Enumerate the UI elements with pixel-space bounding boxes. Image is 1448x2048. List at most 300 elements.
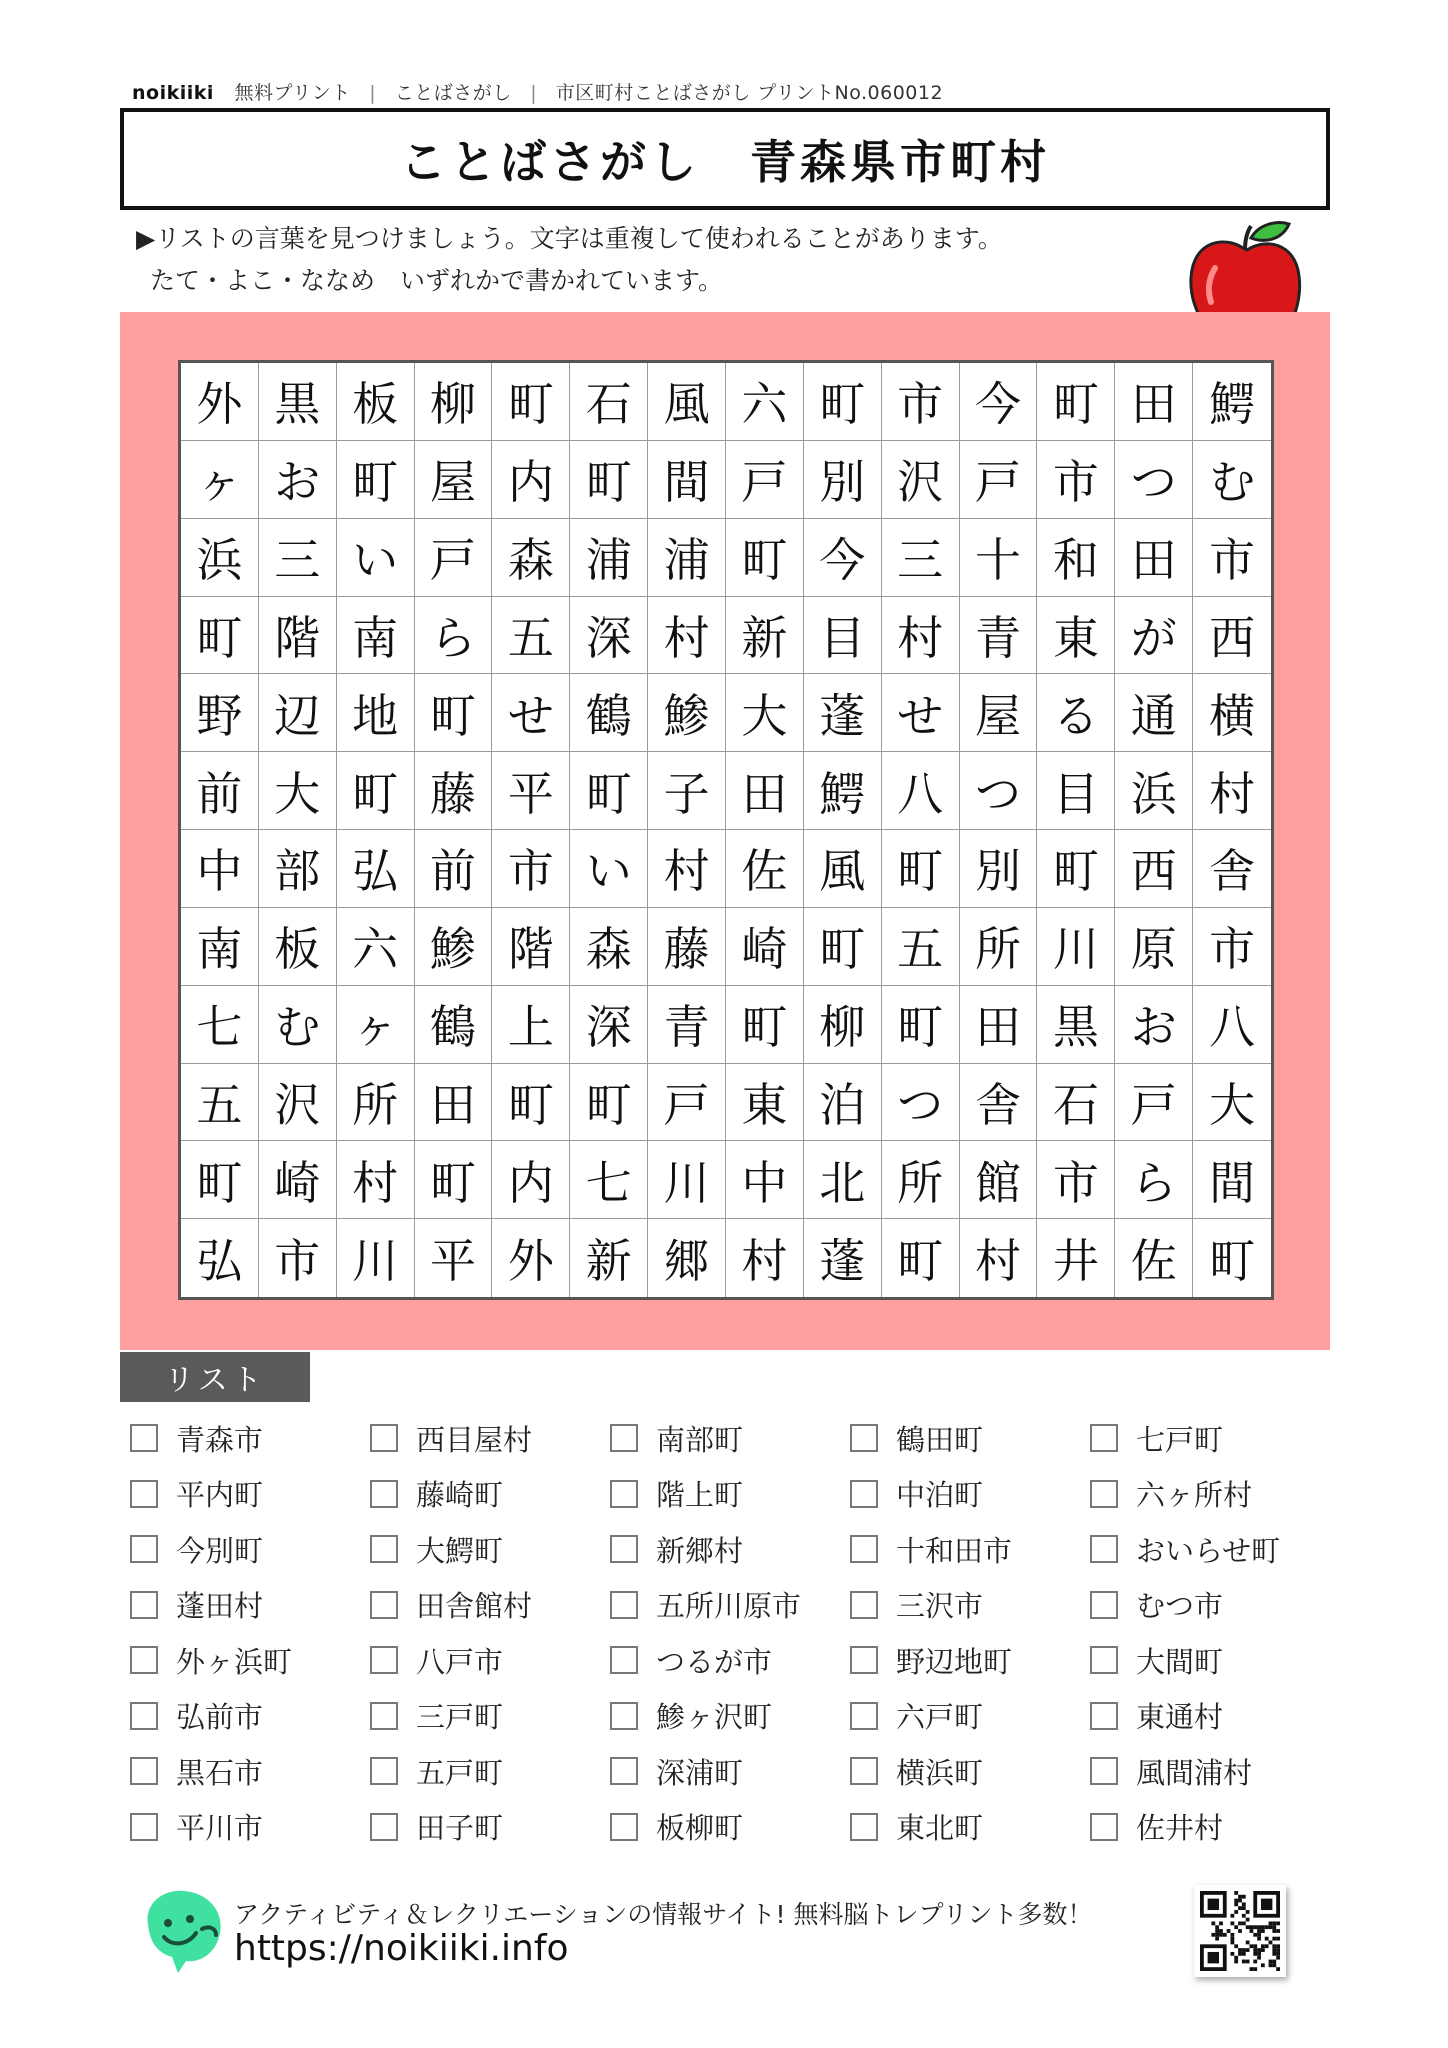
grid-cell[interactable]: 黒 xyxy=(1037,986,1115,1064)
checkbox[interactable] xyxy=(850,1757,878,1785)
list-item-label: おいらせ町 xyxy=(1136,1533,1281,1568)
grid-cell[interactable]: ら xyxy=(415,597,493,675)
grid-cell[interactable]: 七 xyxy=(570,1141,648,1219)
grid-cell[interactable]: 沢 xyxy=(882,441,960,519)
grid-cell[interactable]: 深 xyxy=(570,986,648,1064)
grid-cell[interactable]: 崎 xyxy=(259,1141,337,1219)
grid-cell[interactable]: 野 xyxy=(181,674,259,752)
grid-cell[interactable]: 市 xyxy=(259,1219,337,1297)
grid-cell[interactable]: 町 xyxy=(804,363,882,441)
list-item-label: 大間町 xyxy=(1136,1644,1224,1679)
list-item[interactable] xyxy=(850,1696,983,1736)
list-item[interactable] xyxy=(1090,1418,1223,1458)
grid-cell[interactable]: る xyxy=(1037,674,1115,752)
grid-cell[interactable]: 市 xyxy=(1193,908,1271,986)
grid-cell[interactable]: 町 xyxy=(882,830,960,908)
grid-cell[interactable]: い xyxy=(337,519,415,597)
grid-cell[interactable]: 蓬 xyxy=(804,1219,882,1297)
list-item-label: 野辺地町 xyxy=(896,1644,1013,1679)
checkbox[interactable] xyxy=(610,1813,638,1841)
grid-cell[interactable]: 大 xyxy=(259,752,337,830)
grid-cell[interactable]: 西 xyxy=(1115,830,1193,908)
list-item[interactable] xyxy=(850,1585,983,1625)
grid-cell[interactable]: 町 xyxy=(804,908,882,986)
grid-cell[interactable]: 新 xyxy=(726,597,804,675)
checkbox[interactable] xyxy=(130,1424,158,1452)
grid-cell[interactable]: 西 xyxy=(1193,597,1271,675)
grid-cell[interactable]: 十 xyxy=(960,519,1038,597)
grid-cell[interactable]: 鶴 xyxy=(415,986,493,1064)
grid-cell[interactable]: 浦 xyxy=(570,519,648,597)
checkbox[interactable] xyxy=(370,1646,398,1674)
grid-cell[interactable]: 鯵 xyxy=(415,908,493,986)
list-item[interactable] xyxy=(370,1807,503,1847)
list-item-label: むつ市 xyxy=(1136,1589,1224,1623)
grid-cell[interactable]: 川 xyxy=(337,1219,415,1297)
grid-cell[interactable]: 柳 xyxy=(804,986,882,1064)
grid-cell[interactable]: 原 xyxy=(1115,908,1193,986)
grid-cell[interactable]: 田 xyxy=(726,752,804,830)
list-item-label: 外ヶ浜町 xyxy=(176,1644,293,1679)
list-item-label: 大鰐町 xyxy=(416,1533,504,1568)
grid-cell[interactable]: 町 xyxy=(1209,1234,1256,1289)
grid-cell[interactable]: 森 xyxy=(492,519,570,597)
grid-cell[interactable]: 井 xyxy=(1037,1219,1115,1297)
grid-cell[interactable]: 藤 xyxy=(415,752,493,830)
checkbox[interactable] xyxy=(370,1591,398,1619)
grid-cell[interactable]: 町 xyxy=(337,752,415,830)
grid-cell[interactable]: 大 xyxy=(726,674,804,752)
grid-cell[interactable]: 外 xyxy=(492,1219,570,1297)
grid-cell[interactable]: 地 xyxy=(337,674,415,752)
list-item[interactable] xyxy=(850,1751,983,1791)
grid-cell[interactable]: 屋 xyxy=(415,441,493,519)
checkbox[interactable] xyxy=(130,1591,158,1619)
page-title: ことばさがし 青森県市町村 xyxy=(400,135,1050,189)
list-item-label: 六ヶ所村 xyxy=(1136,1478,1253,1512)
list-item[interactable] xyxy=(610,1751,743,1791)
list-item[interactable] xyxy=(850,1418,983,1458)
checkbox[interactable] xyxy=(370,1424,398,1452)
grid-cell[interactable]: 大 xyxy=(1193,1064,1271,1142)
checkbox[interactable] xyxy=(1090,1757,1118,1785)
grid-cell[interactable]: 町 xyxy=(1037,363,1115,441)
checkbox[interactable] xyxy=(370,1480,398,1508)
list-item[interactable] xyxy=(850,1640,1012,1680)
list-item-label: 横浜町 xyxy=(896,1755,984,1790)
grid-cell[interactable]: 村 xyxy=(1193,752,1271,830)
grid-cell[interactable]: 内 xyxy=(492,441,570,519)
list-item[interactable] xyxy=(1090,1696,1223,1736)
grid-cell[interactable]: 佐 xyxy=(1115,1219,1193,1297)
list-item-label: 五所川原市 xyxy=(656,1589,802,1623)
checkbox[interactable] xyxy=(1090,1591,1118,1619)
grid-cell[interactable]: 田 xyxy=(1115,363,1193,441)
checkbox[interactable] xyxy=(850,1591,878,1619)
checkbox[interactable] xyxy=(130,1702,158,1730)
grid-cell[interactable]: 東 xyxy=(1037,597,1115,675)
grid-cell[interactable]: 南 xyxy=(337,597,415,675)
grid-cell[interactable]: 田 xyxy=(1115,519,1193,597)
grid-cell[interactable]: 階 xyxy=(259,597,337,675)
grid-cell[interactable]: 南 xyxy=(181,908,259,986)
list-item[interactable] xyxy=(370,1696,503,1736)
list-item[interactable] xyxy=(610,1529,743,1569)
list-item[interactable] xyxy=(1090,1751,1252,1791)
list-item-label: 三沢市 xyxy=(896,1589,984,1623)
grid-cell[interactable]: 今 xyxy=(804,519,882,597)
grid-cell[interactable]: 八 xyxy=(882,752,960,830)
list-item[interactable] xyxy=(850,1529,1012,1569)
checkbox[interactable] xyxy=(130,1813,158,1841)
grid-cell[interactable]: が xyxy=(1115,597,1193,675)
grid-cell[interactable]: 間 xyxy=(648,441,726,519)
grid-cell[interactable]: 町 xyxy=(882,986,960,1064)
checkbox[interactable] xyxy=(610,1535,638,1563)
checkbox[interactable] xyxy=(610,1480,638,1508)
list-item[interactable] xyxy=(130,1751,263,1791)
grid-cell[interactable]: 平 xyxy=(492,752,570,830)
list-item-label: 佐井村 xyxy=(1136,1811,1224,1845)
grid-cell[interactable]: 階 xyxy=(492,908,570,986)
grid-cell[interactable]: 村 xyxy=(960,1219,1038,1297)
grid-cell[interactable]: い xyxy=(570,830,648,908)
grid-cell[interactable]: 佐 xyxy=(726,830,804,908)
grid-cell[interactable]: 横 xyxy=(1193,674,1271,752)
grid-cell[interactable]: 今 xyxy=(960,363,1038,441)
grid-cell[interactable]: 館 xyxy=(960,1141,1038,1219)
grid-cell[interactable]: 目 xyxy=(1037,752,1115,830)
grid-cell[interactable]: 間 xyxy=(1193,1141,1271,1219)
grid-cell[interactable]: 町 xyxy=(415,674,493,752)
list-item-label: 七戸町 xyxy=(1136,1422,1224,1457)
checkbox[interactable] xyxy=(610,1591,638,1619)
checkbox[interactable] xyxy=(610,1757,638,1785)
grid-cell[interactable]: つ xyxy=(960,752,1038,830)
grid-cell[interactable]: せ xyxy=(882,674,960,752)
grid-cell[interactable]: 五 xyxy=(181,1064,259,1142)
checkbox[interactable] xyxy=(850,1480,878,1508)
checkbox[interactable] xyxy=(370,1535,398,1563)
grid-cell[interactable]: 森 xyxy=(570,908,648,986)
grid-cell[interactable]: 田 xyxy=(415,1064,493,1142)
header-breadcrumb: noikiiki 無料プリント | ことばさがし | 市区町村ことばさがし プリントNo.060012 xyxy=(132,82,944,104)
grid-cell[interactable]: 崎 xyxy=(726,908,804,986)
list-item-label: 新郷村 xyxy=(656,1533,744,1568)
list-item[interactable] xyxy=(130,1807,263,1847)
grid-cell[interactable]: 川 xyxy=(648,1141,726,1219)
list-item-label: 八戸市 xyxy=(416,1644,504,1679)
grid-cell[interactable]: つ xyxy=(1115,441,1193,519)
list-item[interactable] xyxy=(610,1474,743,1514)
list-item[interactable] xyxy=(130,1474,263,1514)
grid-cell[interactable]: 弘 xyxy=(181,1219,259,1297)
grid-cell[interactable]: 六 xyxy=(337,908,415,986)
grid-cell[interactable]: 町 xyxy=(337,441,415,519)
grid-cell[interactable]: 部 xyxy=(259,830,337,908)
list-tab: リスト xyxy=(120,1352,310,1402)
grid-cell[interactable]: 村 xyxy=(648,597,726,675)
grid-cell[interactable]: 市 xyxy=(1193,519,1271,597)
word-search-grid xyxy=(178,360,1274,1300)
list-item[interactable] xyxy=(610,1640,772,1680)
list-item-label: 西目屋村 xyxy=(416,1422,533,1457)
checkbox[interactable] xyxy=(130,1480,158,1508)
grid-cell[interactable]: 石 xyxy=(570,363,648,441)
grid-cell[interactable]: 蓬 xyxy=(804,674,882,752)
grid-cell[interactable]: つ xyxy=(882,1064,960,1142)
grid-cell[interactable]: 板 xyxy=(259,908,337,986)
grid-cell[interactable]: 新 xyxy=(570,1219,648,1297)
list-item[interactable] xyxy=(610,1696,772,1736)
grid-cell[interactable]: 平 xyxy=(415,1219,493,1297)
grid-cell[interactable]: 所 xyxy=(960,908,1038,986)
grid-cell[interactable]: 町 xyxy=(1037,830,1115,908)
grid-cell[interactable]: 所 xyxy=(337,1064,415,1142)
grid-cell[interactable]: 鰐 xyxy=(804,752,882,830)
grid-cell[interactable]: 東 xyxy=(726,1064,804,1142)
title-box xyxy=(120,108,1330,210)
instructions xyxy=(136,218,1003,302)
list-item[interactable] xyxy=(130,1529,263,1569)
grid-cell[interactable]: 町 xyxy=(570,1064,648,1142)
grid-cell[interactable]: 屋 xyxy=(960,674,1038,752)
checkbox[interactable] xyxy=(1090,1702,1118,1730)
checkbox[interactable] xyxy=(1090,1480,1118,1508)
grid-cell[interactable]: 鰐 xyxy=(1193,363,1271,441)
list-item[interactable] xyxy=(850,1807,983,1847)
grid-cell[interactable]: ら xyxy=(1115,1141,1193,1219)
grid-cell[interactable]: 黒 xyxy=(259,363,337,441)
grid-cell[interactable]: 五 xyxy=(882,908,960,986)
list-item[interactable] xyxy=(1090,1640,1223,1680)
grid-cell[interactable]: 郷 xyxy=(648,1219,726,1297)
checkbox[interactable] xyxy=(1090,1646,1118,1674)
grid-cell[interactable]: 浜 xyxy=(1115,752,1193,830)
grid-cell[interactable]: 町 xyxy=(492,363,570,441)
grid-cell[interactable]: 町 xyxy=(570,441,648,519)
list-item-label: 鯵ヶ沢町 xyxy=(656,1700,773,1734)
grid-cell[interactable]: 辺 xyxy=(259,674,337,752)
grid-cell[interactable]: 市 xyxy=(882,363,960,441)
grid-cell[interactable]: 市 xyxy=(1037,441,1115,519)
grid-cell[interactable]: 三 xyxy=(882,519,960,597)
checkbox[interactable] xyxy=(850,1813,878,1841)
grid-cell[interactable]: 子 xyxy=(648,752,726,830)
grid-cell[interactable]: 町 xyxy=(882,1219,960,1297)
grid-cell[interactable]: 鯵 xyxy=(648,674,726,752)
grid-cell[interactable]: 町 xyxy=(726,519,804,597)
breadcrumb-item-free-print[interactable]: 無料プリント xyxy=(234,82,351,104)
list-item-label: 黒石市 xyxy=(176,1755,264,1790)
list-item-label: 田舎館村 xyxy=(416,1589,533,1623)
checkbox[interactable] xyxy=(1090,1535,1118,1563)
list-item-label: 六戸町 xyxy=(896,1700,984,1734)
instruction-line-2: たて・よこ・ななめ いずれかで書かれています。 xyxy=(150,266,724,295)
grid-cell[interactable]: む xyxy=(1193,441,1271,519)
list-item-label: 鶴田町 xyxy=(896,1422,984,1457)
list-item[interactable] xyxy=(610,1585,801,1625)
list-item[interactable] xyxy=(370,1529,503,1569)
list-item-label: 十和田市 xyxy=(896,1533,1013,1568)
grid-cell[interactable]: 前 xyxy=(181,752,259,830)
list-item[interactable] xyxy=(130,1585,263,1625)
grid-cell[interactable]: 戸 xyxy=(415,519,493,597)
grid-cell[interactable]: 北 xyxy=(804,1141,882,1219)
grid-cell[interactable]: 町 xyxy=(415,1141,493,1219)
checkbox[interactable] xyxy=(610,1702,638,1730)
list-item[interactable] xyxy=(130,1696,263,1736)
grid-cell[interactable]: 別 xyxy=(960,830,1038,908)
grid-cell[interactable]: 板 xyxy=(337,363,415,441)
grid-cell[interactable]: 青 xyxy=(960,597,1038,675)
grid-cell[interactable]: 柳 xyxy=(415,363,493,441)
checkbox[interactable] xyxy=(370,1757,398,1785)
footer-tagline: アクティビティ＆レクリエーションの情報サイト! 無料脳トレプリント多数！ xyxy=(234,1900,1093,1929)
list-item[interactable] xyxy=(1090,1585,1223,1625)
grid-cell[interactable]: 風 xyxy=(804,830,882,908)
checkbox[interactable] xyxy=(1090,1813,1118,1841)
grid-cell[interactable]: 七 xyxy=(181,986,259,1064)
grid-cell[interactable]: 弘 xyxy=(337,830,415,908)
grid-cell[interactable]: ヶ xyxy=(337,986,415,1064)
grid-cell[interactable]: 戸 xyxy=(960,441,1038,519)
grid-cell[interactable]: 町 xyxy=(181,1141,259,1219)
list-item-label: 青森市 xyxy=(176,1422,264,1457)
grid-cell[interactable]: 町 xyxy=(570,752,648,830)
checkbox[interactable] xyxy=(130,1757,158,1785)
grid-cell[interactable]: 所 xyxy=(882,1141,960,1219)
grid-cell[interactable]: 鶴 xyxy=(570,674,648,752)
breadcrumb-item-print-number: 市区町村ことばさがし プリントNo.060012 xyxy=(555,82,944,104)
list-item-label: 五戸町 xyxy=(416,1755,504,1790)
list-item-label: 田子町 xyxy=(416,1811,504,1845)
checkbox[interactable] xyxy=(370,1813,398,1841)
list-item[interactable] xyxy=(370,1585,532,1625)
grid-cell[interactable]: 戸 xyxy=(648,1064,726,1142)
grid-cell[interactable]: 六 xyxy=(726,363,804,441)
list-item-label: 中泊町 xyxy=(896,1478,984,1512)
list-item[interactable] xyxy=(610,1807,743,1847)
grid-cell[interactable]: 別 xyxy=(804,441,882,519)
list-item-label: 平川市 xyxy=(176,1811,264,1845)
instruction-line-1: ▶リストの言葉を見つけましょう。文字は重複して使われることがあります。 xyxy=(136,224,1003,253)
grid-cell[interactable]: 五 xyxy=(492,597,570,675)
list-item[interactable] xyxy=(130,1640,292,1680)
list-item[interactable] xyxy=(370,1418,532,1458)
grid-cell[interactable]: 戸 xyxy=(726,441,804,519)
grid-cell[interactable]: 和 xyxy=(1037,519,1115,597)
grid-cell[interactable]: 浜 xyxy=(181,519,259,597)
grid-cell[interactable]: 町 xyxy=(726,986,804,1064)
grid-cell[interactable]: 藤 xyxy=(648,908,726,986)
grid-cell[interactable]: 通 xyxy=(1115,674,1193,752)
grid-cell[interactable]: 上 xyxy=(492,986,570,1064)
list-item-label: つるが市 xyxy=(656,1644,773,1679)
grid-cell[interactable]: 前 xyxy=(415,830,493,908)
grid-cell[interactable]: 川 xyxy=(1037,908,1115,986)
grid-cell[interactable]: 村 xyxy=(337,1141,415,1219)
grid-cell[interactable]: 舎 xyxy=(960,1064,1038,1142)
grid-cell[interactable]: 三 xyxy=(259,519,337,597)
grid-cell[interactable]: 村 xyxy=(648,830,726,908)
list-item[interactable] xyxy=(370,1751,503,1791)
grid-cell[interactable]: せ xyxy=(492,674,570,752)
list-item[interactable] xyxy=(850,1474,983,1514)
grid-cell[interactable]: 村 xyxy=(882,597,960,675)
checkbox[interactable] xyxy=(610,1646,638,1674)
checkbox[interactable] xyxy=(850,1646,878,1674)
grid-cell[interactable]: お xyxy=(1115,986,1193,1064)
grid-cell[interactable]: 泊 xyxy=(804,1064,882,1142)
grid-cell[interactable]: 中 xyxy=(181,830,259,908)
checkbox[interactable] xyxy=(610,1424,638,1452)
list-item-label: 蓬田村 xyxy=(176,1589,264,1623)
grid-cell[interactable]: ヶ xyxy=(181,441,259,519)
list-item[interactable] xyxy=(610,1418,743,1458)
footer-url-link[interactable]: https://noikiiki.info xyxy=(234,1928,569,1969)
list-item-label: 階上町 xyxy=(656,1478,744,1512)
list-item[interactable] xyxy=(1090,1474,1252,1514)
grid-cell[interactable]: 内 xyxy=(492,1141,570,1219)
checkbox[interactable] xyxy=(130,1646,158,1674)
grid-cell[interactable]: 八 xyxy=(1193,986,1271,1064)
grid-cell[interactable]: 市 xyxy=(492,830,570,908)
grid-cell[interactable]: 目 xyxy=(804,597,882,675)
grid-cell[interactable]: 中 xyxy=(726,1141,804,1219)
grid-cell[interactable]: 町 xyxy=(492,1064,570,1142)
list-item[interactable] xyxy=(1090,1807,1223,1847)
noikiiki-logo-icon[interactable] xyxy=(138,1885,228,1975)
list-item-label: 東北町 xyxy=(896,1811,984,1845)
checkbox[interactable] xyxy=(1090,1424,1118,1452)
grid-cell[interactable]: 町 xyxy=(181,597,259,675)
qr-code-icon[interactable] xyxy=(1194,1885,1286,1977)
grid-cell[interactable]: 市 xyxy=(1037,1141,1115,1219)
grid-cell[interactable]: 青 xyxy=(648,986,726,1064)
grid-cell[interactable]: 風 xyxy=(648,363,726,441)
grid-cell[interactable]: お xyxy=(259,441,337,519)
list-item[interactable] xyxy=(130,1418,263,1458)
grid-cell[interactable]: 外 xyxy=(181,363,259,441)
grid-cell[interactable]: 石 xyxy=(1037,1064,1115,1142)
grid-cell[interactable]: 田 xyxy=(960,986,1038,1064)
list-item-label: 南部町 xyxy=(656,1422,744,1457)
list-item[interactable] xyxy=(1090,1529,1280,1569)
grid-cell[interactable]: 浦 xyxy=(648,519,726,597)
checkbox[interactable] xyxy=(130,1535,158,1563)
list-item-label: 藤崎町 xyxy=(416,1478,504,1512)
word-list xyxy=(130,1418,1340,1858)
list-item-label: 東通村 xyxy=(1136,1700,1224,1734)
list-item[interactable] xyxy=(370,1474,503,1514)
breadcrumb-item-word-search[interactable]: ことばさがし xyxy=(394,82,512,104)
checkbox[interactable] xyxy=(850,1535,878,1563)
list-item-label: 板柳町 xyxy=(656,1811,744,1845)
grid-cell[interactable]: 沢 xyxy=(259,1064,337,1142)
grid-cell[interactable]: 舎 xyxy=(1193,830,1271,908)
grid-cell[interactable]: 戸 xyxy=(1115,1064,1193,1142)
checkbox[interactable] xyxy=(850,1424,878,1452)
grid-cell[interactable]: む xyxy=(259,986,337,1064)
list-item[interactable] xyxy=(370,1640,503,1680)
grid-cell[interactable]: 深 xyxy=(570,597,648,675)
list-item-label: 今別町 xyxy=(176,1533,264,1568)
checkbox[interactable] xyxy=(850,1702,878,1730)
checkbox[interactable] xyxy=(370,1702,398,1730)
grid-cell[interactable]: 村 xyxy=(726,1219,804,1297)
list-item-label: 三戸町 xyxy=(416,1700,504,1734)
